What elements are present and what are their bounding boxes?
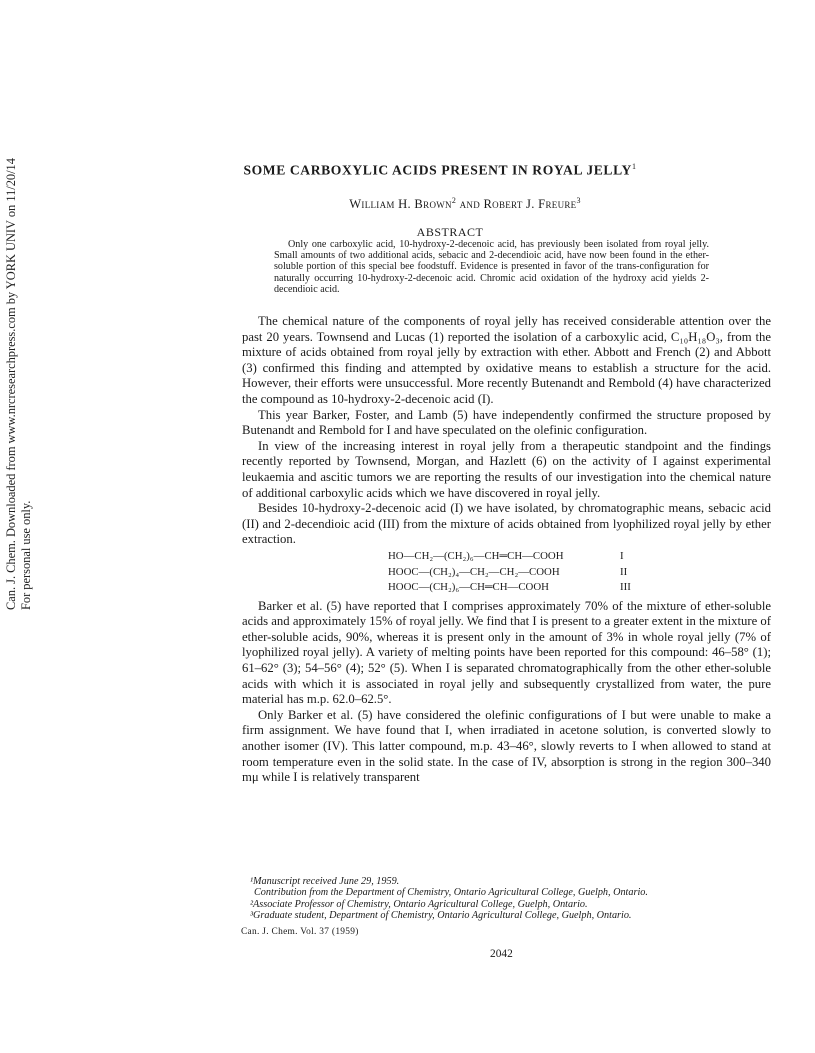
abstract-heading: ABSTRACT [416, 225, 484, 239]
author-1: William H. Brown [349, 197, 452, 212]
page-number: 2042 [490, 948, 513, 960]
author-2-note: 3 [576, 196, 581, 205]
title-footnote-marker: 1 [631, 162, 637, 171]
watermark-line-2: For personal use only. [19, 500, 33, 610]
author-2: Robert J. Freure [483, 197, 577, 212]
paragraph-3: In view of the increasing interest in royal jelly from a therapeutic standpoint and the findings recently reported by Townsend, Morgan, and Hazlett (6) on the activity of I against experimental leukaemia and ascitic tumors we are reporting the results of our investigation into the chemical nature of additional carboxylic acids which we have discovered in royal jelly. [242, 438, 771, 500]
paragraph-1: The chemical nature of the components of royal jelly has received considerable attention over the past 20 years. Townsend and Lucas (1) reported the isolation of a carboxylic acid, C₁₀H₁₈O₃, from the mixture of acids obtained from royal jelly by extraction with ether. Abbott and French (2) and Abbott (3) confirmed this finding and attempted by oxidative means to establish a structure for the acid. However, their efforts were unsuccessful. More recently Butenandt and Rembold (4) have characterized the compound as 10-hydroxy-2-decenoic acid (I). [242, 314, 771, 406]
footnote-1: ¹Manuscript received June 29, 1959. [250, 876, 400, 887]
formula-row [388, 565, 771, 581]
formula: HOOC—(CH₂)₆—CH═CH—COOH [388, 581, 549, 594]
paragraph-5: Barker et al. (5) have reported that I comprises approximately 70% of the mixture of ether-soluble acids and approximately 15% of royal jelly. We find that I is present to a greater extent in the mixture of ether-soluble acids, 90%, whereas it is present only in the amount of 3% in whole royal jelly (7% of lyophilized royal jelly). A variety of melting points have been reported for this compound: 46–58° (1); 61–62° (3); 54–56° (4); 52° (5). When I is separated chromatographically from the other ether-soluble acids with which it is associated in royal jelly and subsequently crystallized from water, the pure material has m.p. 62.0–62.5°. [242, 598, 771, 707]
footnote-1-contribution: Contribution from the Department of Chemistry, Ontario Agricultural College, Guelph, Ontario. [254, 887, 648, 899]
footnote-2: ²Associate Professor of Chemistry, Ontario Agricultural College, Guelph, Ontario. [250, 898, 588, 910]
formula: HO—CH₂—(CH₂)₆—CH═CH—COOH [388, 549, 564, 562]
download-watermark [4, 158, 52, 610]
paragraph-6: Only Barker et al. (5) have considered the olefinic configurations of I but were unable to make a firm assignment. We have found that I, when irradiated in acetone solution, is converted slowly to another isomer (IV). This latter compound, m.p. 43–46°, slowly reverts to I when allowed to stand at room temperature even in the solid state. In the case of IV, absorption is strong in the region 300–340 mμ while I is relatively transparent [242, 707, 771, 785]
formula: HOOC—(CH₂)₄—CH₂—CH₂—COOH [388, 565, 560, 578]
title-text: SOME CARBOXYLIC ACIDS PRESENT IN ROYAL JELLY [243, 162, 632, 178]
author-conjunction: and [456, 197, 484, 212]
journal-citation: Can. J. Chem. Vol. 37 (1959) [241, 927, 359, 937]
paragraph-2: This year Barker, Foster, and Lamb (5) have independently confirmed the structure proposed by Butenandt and Rembold for I and have speculated on the olefinic configuration. [242, 407, 771, 438]
paper-title [230, 162, 650, 179]
structural-formulas [242, 549, 771, 596]
paragraph-4: Besides 10-hydroxy-2-decenoic acid (I) we have isolated, by chromatographic means, sebacic acid (II) and 2-decendioic acid (III) from the mixture of acids obtained from lyophilized royal jelly by ether extraction. [242, 501, 771, 547]
abstract-text: Only one carboxylic acid, 10-hydroxy-2-decenoic acid, has previously been isolated from royal jelly. Small amounts of two additional acids, sebacic and 2-decendioic acid, have now been found in the ether-soluble portion of this special bee foodstuff. Evidence is presented in favor of the trans-configuration for naturally occurring 10-hydroxy-2-decenoic acid. Chromic acid oxidation of the hydroxy acid yields 2-decendioic acid. [274, 239, 709, 295]
author-1-note: 2 [451, 196, 457, 205]
formula-row [388, 580, 771, 596]
formula-label: II [620, 565, 628, 578]
watermark-line-1: Can. J. Chem. Downloaded from www.nrcresearchpress.com by YORK UNIV on 11/20/14 [4, 158, 18, 610]
author-line [300, 196, 630, 212]
formula-label: I [620, 549, 624, 562]
footnote-3: ³Graduate student, Department of Chemistry, Ontario Agricultural College, Guelph, Ontario. [250, 910, 632, 922]
main-body [242, 314, 771, 786]
formula-row [388, 549, 771, 565]
footnotes [250, 876, 750, 922]
formula-label: III [620, 581, 631, 594]
